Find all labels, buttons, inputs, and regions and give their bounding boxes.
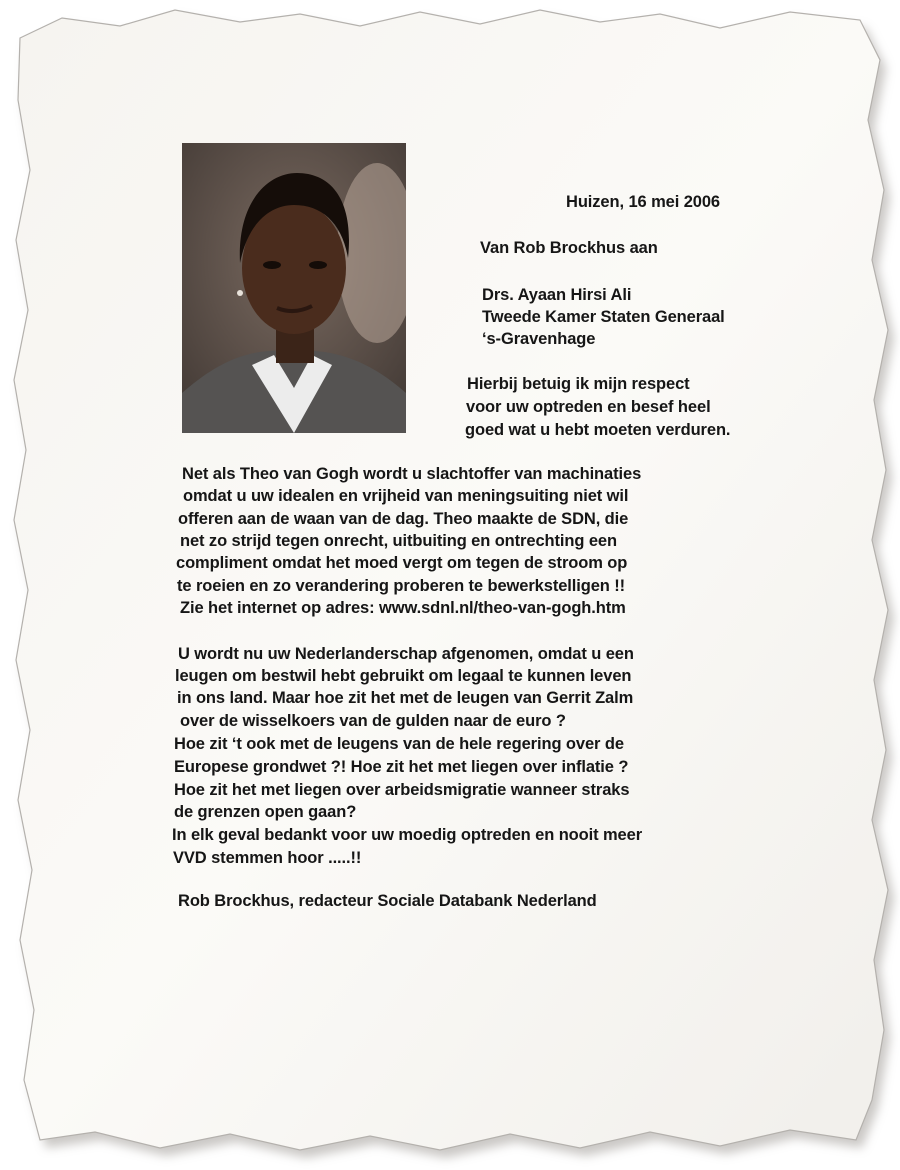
- portrait-photo: [182, 143, 406, 433]
- paragraph2-line: in ons land. Maar hoe zit het met de leugen van Gerrit Zalm: [177, 689, 634, 707]
- letter-date: Huizen, 16 mei 2006: [566, 193, 721, 211]
- intro-line: Hierbij betuig ik mijn respect: [467, 375, 690, 393]
- paragraph2-line: Europese grondwet ?! Hoe zit het met liegen over inflatie ?: [174, 758, 629, 776]
- paragraph1-line: compliment omdat het moed vergt om tegen de stroom op: [176, 554, 628, 572]
- paragraph2-line: In elk geval bedankt voor uw moedig optreden en nooit meer: [172, 826, 643, 844]
- paragraph2-line: over de wisselkoers van de gulden naar de euro ?: [180, 712, 566, 730]
- paragraph1-line: net zo strijd tegen onrecht, uitbuiting en ontrechting een: [180, 532, 617, 550]
- paragraph2-line: Hoe zit het met liegen over arbeidsmigratie wanneer straks: [174, 781, 630, 799]
- recipient-city: ‘s-Gravenhage: [482, 330, 596, 348]
- signature: Rob Brockhus, redacteur Sociale Databank Nederland: [178, 892, 597, 910]
- intro-line: goed wat u hebt moeten verduren.: [465, 421, 731, 439]
- paragraph1-line: te roeien en zo verandering proberen te bewerkstelligen !!: [177, 577, 626, 595]
- intro-line: voor uw optreden en besef heel: [466, 398, 711, 416]
- paragraph2-line: VVD stemmen hoor .....!!: [173, 849, 362, 867]
- recipient-name: Drs. Ayaan Hirsi Ali: [482, 286, 632, 304]
- letter-from: Van Rob Brockhus aan: [480, 239, 658, 257]
- paragraph2-line: Hoe zit ‘t ook met de leugens van de hele regering over de: [174, 735, 624, 753]
- paragraph2-line: de grenzen open gaan?: [174, 803, 357, 821]
- paragraph2-line: U wordt nu uw Nederlanderschap afgenomen, omdat u een: [178, 645, 634, 663]
- paragraph1-line: Net als Theo van Gogh wordt u slachtoffer van machinaties: [182, 465, 642, 483]
- recipient-institution: Tweede Kamer Staten Generaal: [482, 308, 725, 326]
- paragraph1-line: Zie het internet op adres: www.sdnl.nl/theo-van-gogh.htm: [180, 599, 626, 617]
- paragraph1-line: offeren aan de waan van de dag. Theo maakte de SDN, die: [178, 510, 629, 528]
- paragraph2-line: leugen om bestwil hebt gebruikt om legaal te kunnen leven: [175, 667, 632, 685]
- paragraph1-line: omdat u uw idealen en vrijheid van meningsuiting niet wil: [183, 487, 629, 505]
